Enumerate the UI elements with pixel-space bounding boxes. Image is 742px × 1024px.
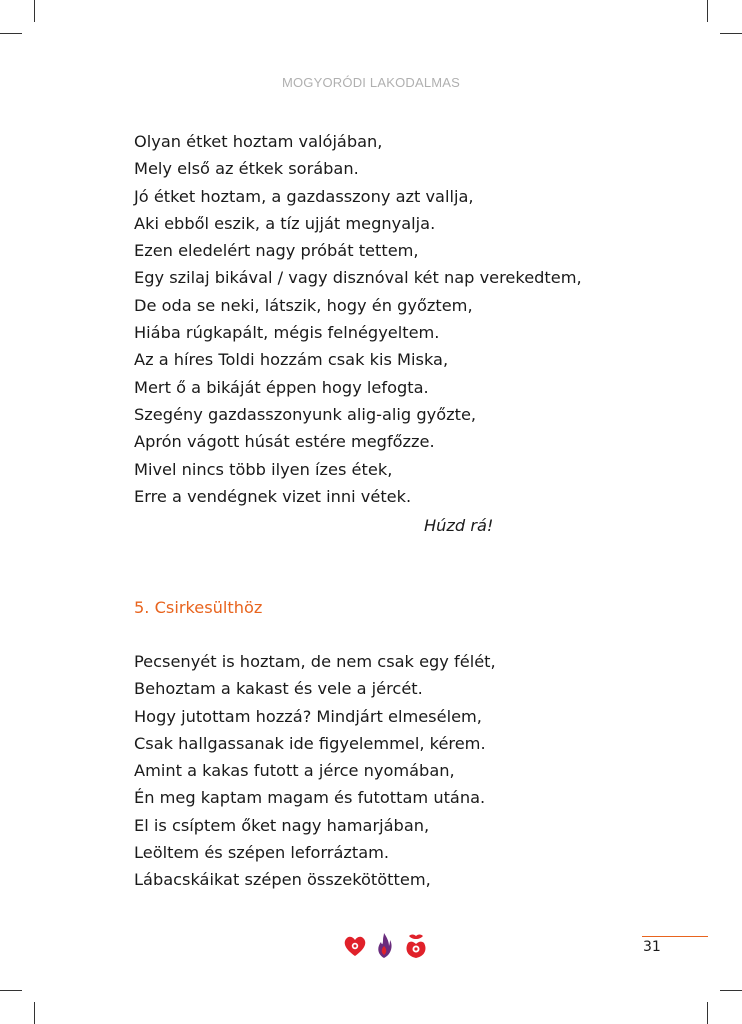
poem-line: Szegény gazdasszonyunk alig-alig győzte, — [134, 404, 477, 424]
tulip-ornament-icon — [407, 935, 426, 959]
crop-mark — [707, 1002, 708, 1024]
poem-line: Mely első az étkek sorában. — [134, 159, 359, 179]
poem-line: Csak hallgassanak ide figyelemmel, kérem. — [134, 733, 486, 753]
poem-stanza — [134, 648, 496, 894]
crop-mark — [0, 990, 22, 991]
poem-line: Behoztam a kakast és vele a jércét. — [134, 679, 423, 699]
crop-mark — [707, 0, 708, 22]
crop-mark — [720, 33, 742, 34]
poem-line: Jó étket hoztam, a gazdasszony azt vallja, — [134, 186, 474, 206]
poem-line: Hiába rúgkapált, mégis felnégyeltem. — [134, 323, 440, 343]
poem-line: Aki ebből eszik, a tíz ujját megnyalja. — [134, 213, 436, 233]
poem-line: Én meg kaptam magam és futottam utána. — [134, 788, 486, 808]
refrain: Húzd rá! — [424, 516, 494, 535]
poem-line: El is csíptem őket nagy hamarjában, — [134, 815, 430, 835]
poem-line: Ezen eledelért nagy próbát tettem, — [134, 241, 419, 261]
poem-stanza — [134, 128, 582, 510]
page-number: 31 — [643, 939, 661, 955]
poem-line: Erre a vendégnek vizet inni vétek. — [134, 486, 412, 506]
crop-mark — [34, 1002, 35, 1024]
section-title: 5. Csirkesülthöz — [134, 598, 263, 617]
crop-mark — [720, 990, 742, 991]
poem-line: Olyan étket hoztam valójában, — [134, 132, 383, 151]
poem-line: De oda se neki, látszik, hogy én győztem, — [134, 295, 473, 315]
poem-line: Leöltem és szépen leforráztam. — [134, 843, 390, 863]
poem-line: Egy szilaj bikával / vagy disznóval két nap verekedtem, — [134, 268, 582, 288]
poem-line: Az a híres Toldi hozzám csak kis Miska, — [134, 350, 449, 370]
footer-ornaments — [342, 932, 432, 960]
poem-line: Mert ő a bikáját éppen hogy lefogta. — [134, 377, 429, 397]
poem-line: Pecsenyét is hoztam, de nem csak egy félét, — [134, 652, 496, 671]
poem-line: Aprón vágott húsát estére megfőzze. — [134, 432, 435, 452]
running-title: MOGYORÓDI LAKODALMAS — [281, 75, 461, 90]
flame-ornament-icon — [378, 933, 391, 958]
poem-line: Mivel nincs több ilyen ízes étek, — [134, 459, 393, 479]
poem-line: Amint a kakas futott a jérce nyomában, — [134, 761, 455, 781]
crop-mark — [0, 33, 22, 34]
poem-line: Lábacskáikat szépen összekötöttem, — [134, 870, 431, 890]
poem-line: Hogy jutottam hozzá? Mindjárt elmesélem, — [134, 706, 482, 726]
heart-ornament-icon — [345, 937, 366, 956]
crop-mark — [34, 0, 35, 22]
